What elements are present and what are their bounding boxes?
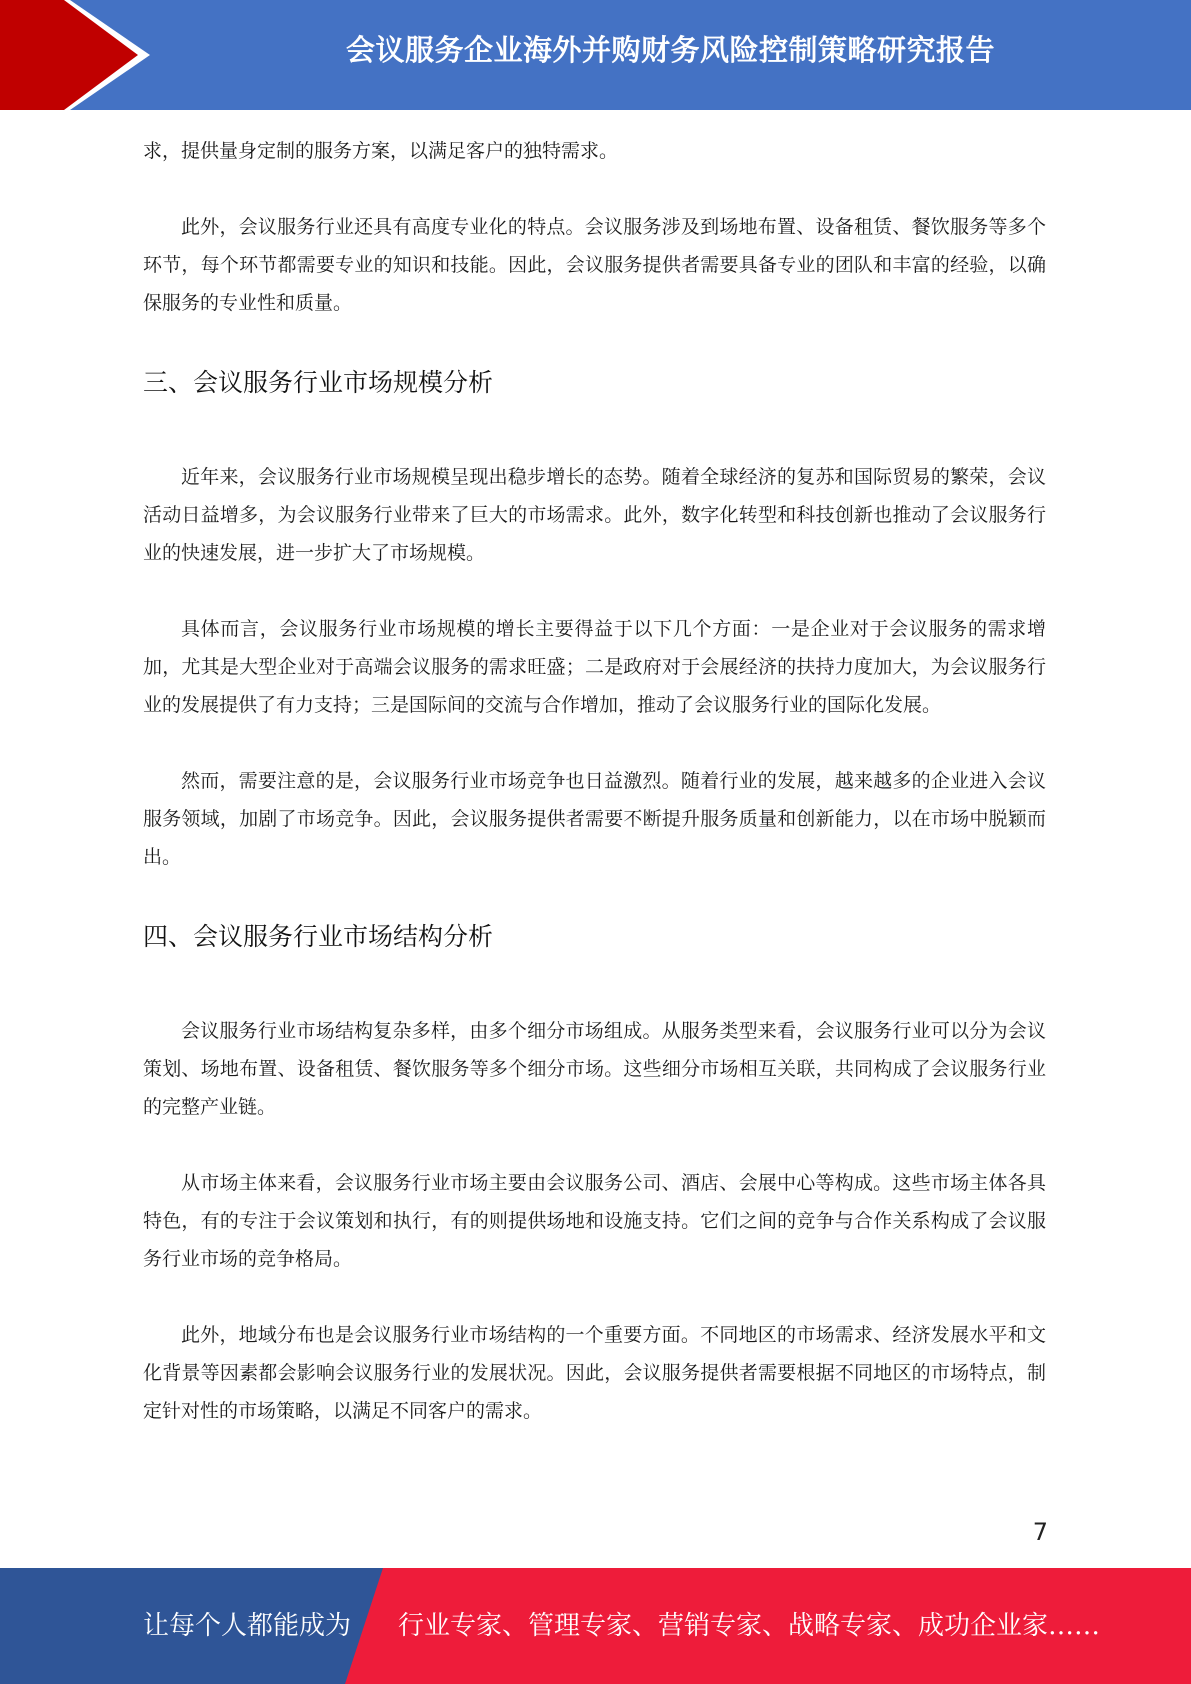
footer-slogan-right: 行业专家、管理专家、营销专家、战略专家、成功企业家…… (398, 1611, 1101, 1641)
header-chevron-decoration (0, 0, 160, 110)
paragraph-market-structure-1: 会议服务行业市场结构复杂多样，由多个细分市场组成。从服务类型来看，会议服务行业可以分为会议策划、场地布置、设备租赁、餐饮服务等多个细分市场。这些细分市场相互关联，共同构成了会议服务行业的完整产业链。 (143, 1020, 1046, 1118)
document-title: 会议服务企业海外并购财务风险控制策略研究报告 (345, 33, 995, 67)
paragraph-market-size-3: 然而，需要注意的是，会议服务行业市场竞争也日益激烈。随着行业的发展，越来越多的企业进入会议服务领域，加剧了市场竞争。因此，会议服务提供者需要不断提升服务质量和创新能力，以在市场中脱颖而出。 (143, 770, 1046, 868)
section-heading-market-structure: 四、会议服务行业市场结构分析 (143, 922, 494, 951)
footer-slogan-left: 让每个人都能成为 (143, 1611, 352, 1641)
page-body (143, 132, 1046, 1430)
page-number: 7 (1032, 1518, 1048, 1546)
paragraph-specialization: 此外，会议服务行业还具有高度专业化的特点。会议服务涉及到场地布置、设备租赁、餐饮服务等多个环节，每个环节都需要专业的知识和技能。因此，会议服务提供者需要具备专业的团队和丰富的经验，以确保服务的专业性和质量。 (143, 216, 1046, 314)
paragraph-market-size-2: 具体而言，会议服务行业市场规模的增长主要得益于以下几个方面：一是企业对于会议服务的需求增加，尤其是大型企业对于高端会议服务的需求旺盛；二是政府对于会展经济的扶持力度加大，为会议服务行业的发展提供了有力支持；三是国际间的交流与合作增加，推动了会议服务行业的国际化发展。 (143, 618, 1046, 716)
paragraph-market-size-1: 近年来，会议服务行业市场规模呈现出稳步增长的态势。随着全球经济的复苏和国际贸易的繁荣，会议活动日益增多，为会议服务行业带来了巨大的市场需求。此外，数字化转型和科技创新也推动了会议服务行业的快速发展，进一步扩大了市场规模。 (143, 466, 1046, 564)
section-heading-market-size: 三、会议服务行业市场规模分析 (143, 368, 494, 397)
paragraph-market-structure-2: 从市场主体来看，会议服务行业市场主要由会议服务公司、酒店、会展中心等构成。这些市场主体各具特色，有的专注于会议策划和执行，有的则提供场地和设施支持。它们之间的竞争与合作关系构成了会议服务行业市场的竞争格局。 (143, 1172, 1046, 1270)
paragraph-continuation: 求，提供量身定制的服务方案，以满足客户的独特需求。 (143, 140, 619, 162)
page-header (0, 0, 1191, 110)
paragraph-market-structure-3: 此外，地域分布也是会议服务行业市场结构的一个重要方面。不同地区的市场需求、经济发展水平和文化背景等因素都会影响会议服务行业的发展状况。因此，会议服务提供者需要根据不同地区的市场特点，制定针对性的市场策略，以满足不同客户的需求。 (143, 1324, 1046, 1422)
page-footer (0, 1568, 1191, 1684)
